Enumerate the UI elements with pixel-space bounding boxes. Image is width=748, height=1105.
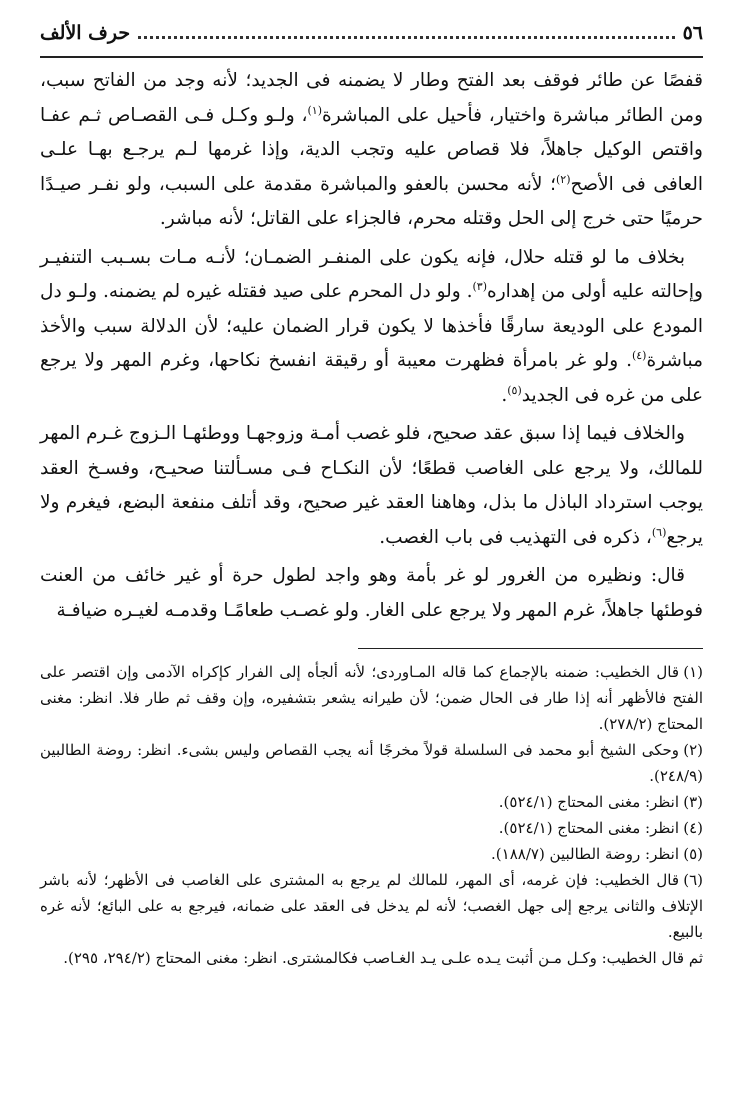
footnote-text: ثم قال الخطيب: وكـل مـن أثبت يـده علـى يـد الغـاصب فكالمشترى. انظر: مغنى المحتاج (٢٩٤/٢، ٢٩٥).	[63, 949, 703, 967]
footnote-text: انظر: مغنى المحتاج (٥٢٤/١).	[498, 793, 679, 811]
chapter-title: حرف الألف	[40, 22, 131, 44]
footnote-separator	[358, 648, 703, 649]
footnote-reference: (٦)	[651, 525, 667, 539]
footnote-text: قال الخطيب: فإن غرمه، أى المهر، للمالك لم يرجع به المشترى على الغاصب فى الأظهر؛ لأنه باشر الإتلاف والثانى يرجع إلى جهل الغصب؛ لأنه لم يدخل فى العقد على ضمانه، فيرجع به على البائع؛ لأنه غره بالبيع.	[40, 871, 703, 941]
footnote-reference: (٣)	[472, 279, 488, 293]
footnote-number: (١)	[683, 663, 703, 681]
footnote	[40, 841, 703, 867]
footnote-reference: (٢)	[555, 172, 571, 186]
paragraph-text: بخلاف ما لو قتله حلال، فإنه يكون على المنفـر الضمـان؛ لأنـه مـات بسـبب التنفيـر وإحالته عليه أولى من إهداره	[40, 246, 703, 302]
page-number: ٥٦	[682, 22, 703, 44]
paragraph	[40, 417, 703, 555]
paragraph	[40, 559, 703, 628]
footnote-number: (٣)	[683, 793, 703, 811]
paragraph-text: قفصًا عن طائر فوقف بعد الفتح وطار لا يضمنه فى الجديد؛ لأنه وجد من الفاتح سبب، ومن الطائر مباشرة واختيار، فأحيل على المباشرة	[40, 70, 703, 126]
footnotes	[40, 659, 703, 971]
footnote-reference: (٤)	[631, 348, 647, 362]
main-text	[40, 64, 703, 628]
paragraph-text: ، ولـو وكـل فـى القصـاص ثـم عفـا واقتص الوكيل جاهلاً، فلا قصاص عليه وتجب الدية، وإذا غرمها لـم يرجـع بهـا علـى العافى فى الأصح	[40, 104, 703, 195]
paragraph-text: ، ذكره فى التهذيب فى باب الغصب.	[379, 526, 652, 548]
footnote-text: انظر: مغنى المحتاج (٥٢٤/١).	[498, 819, 679, 837]
page-header	[40, 22, 703, 58]
footnote	[40, 815, 703, 841]
footnote-number: (٥)	[683, 845, 703, 863]
footnote	[40, 867, 703, 945]
header-dot-leader	[138, 22, 674, 39]
paragraph-text: والخلاف فيما إذا سبق عقد صحيح، فلو غصب أمـة وزوجهـا ووطئهـا الـزوج غـرم المهر للمالك، ولا يرجع على الغاصب قطعًا؛ لأن النكـاح فـى مسـألتنا صحيـح، وفسـخ العقد يوجب استرداد الباذل ما بذل، وهاهنا العقد غير صحيح، وقد أتلف منفعة البضع، فيغرم ولا يرجع	[40, 423, 703, 548]
paragraph	[40, 64, 703, 237]
footnote	[40, 659, 703, 737]
footnote	[40, 737, 703, 789]
paragraph-text: ؛ لأنه محسن بالعفو والمباشرة مقدمة على السبب، ولو نفـر صيـدًا حرميًا حتى خرج إلى الحل وقتله محرم، فالجزاء على القاتل؛ لأنه مباشر.	[40, 173, 703, 229]
footnote-text: انظر: روضة الطالبين (١٨٨/٧).	[491, 845, 679, 863]
paragraph	[40, 241, 703, 414]
footnote-text: قال الخطيب: ضمنه بالإجماع كما قاله المـاوردى؛ لأنه ألجأه إلى الفرار كإكراه الآدمى وإن اقتصر على الفتح فالأظهر أنه إذا طار فى الحال ضمن؛ لأن طيرانه يشعر بتشفيره، وإن وقف ثم طار فلا. انظر: مغنى المحتاج (٢٧٨/٢).	[40, 663, 703, 733]
paragraph-text: . ولو غر بامرأة فظهرت معيبة أو رقيقة انفسخ نكاحها، وغرم المهر ولا يرجع على من غره فى الجديد	[40, 350, 703, 406]
footnote-reference: (١)	[307, 103, 323, 117]
footnote-number: (٦)	[683, 871, 703, 889]
paragraph-text: .	[501, 384, 508, 406]
footnote-number: (٤)	[683, 819, 703, 837]
footnote	[40, 945, 703, 971]
footnote-reference: (٥)	[507, 383, 522, 397]
paragraph-text: . ولو دل المحرم على صيد فقتله غيره لم يضمنه. ولـو دل المودع على الوديعة سارقًا فأخذها لا يكون قرار الضمان عليه؛ لأن الدلالة سبب والأخذ مباشرة	[40, 281, 703, 371]
footnote-number: (٢)	[683, 741, 703, 759]
footnote	[40, 789, 703, 815]
book-page	[40, 22, 703, 1085]
footnote-text: وحكى الشيخ أبو محمد فى السلسلة قولاً مخرجًا أنه يجب القصاص وليس بشىء. انظر: روضة الطالبين (٢٤٨/٩).	[40, 741, 703, 785]
paragraph-text: قال: ونظيره من الغرور لو غر بأمة وهو واجد لطول حرة أو غير خائف من العنت فوطئها جاهلاً، غرم المهر ولا يرجع على الغار. ولو غصـب طعامًـا وقدمـه لغيـره ضيافـة	[40, 565, 703, 621]
